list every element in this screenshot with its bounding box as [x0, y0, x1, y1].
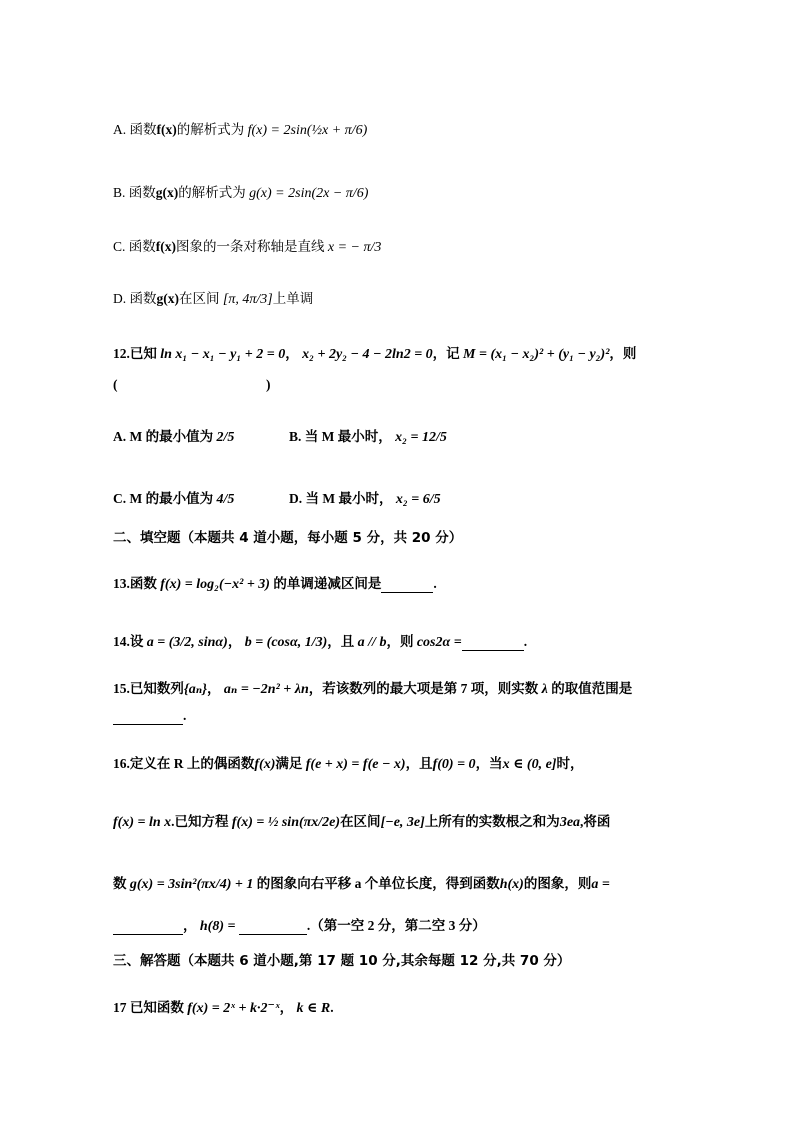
q16-l2-a: .已知方程 [171, 814, 229, 829]
q11-d-gx: g(x) [156, 291, 179, 306]
q12-eq3: M = (x₁ − x₂)² + (y₁ − y₂)² [463, 347, 610, 362]
q11-c-label: C. 函数 [113, 239, 156, 254]
q11-c-fx: f(x) [155, 239, 177, 254]
q17-cond: k ∈ R [296, 1001, 331, 1016]
q16-l1-b: 满足 [275, 756, 303, 771]
q15-blank [113, 708, 183, 725]
q16-l2-sum: 3ea [559, 815, 581, 830]
q11-option-c [113, 235, 381, 256]
q14-blank [462, 634, 524, 651]
q16-l2-c: 上所有的实数根之和为 [424, 814, 560, 829]
q16-l3-b: 的图象向右平移 a 个单位长度，得到函数 [256, 876, 500, 891]
q16-blank-2 [239, 918, 307, 935]
q11-c-text: 图象的一条对称轴是直线 [176, 239, 325, 254]
q16-l2-interval: [−e, 3e] [380, 815, 425, 830]
q16-l2-b: 在区间 [340, 814, 381, 829]
q12-c-value: 4/5 [216, 492, 235, 507]
q11-option-b [113, 181, 368, 202]
q15-prefix: 15.已知数列 [113, 681, 184, 696]
q16-l1-eq: f(e + x) = f(e − x) [305, 757, 406, 772]
q12-eq2: x₂ + 2y₂ − 4 − 2ln2 = 0 [302, 347, 433, 362]
q11-b-label: B. 函数 [113, 185, 156, 200]
q12-option-c [113, 487, 234, 508]
q11-option-a [113, 118, 367, 139]
q12-option-a [113, 425, 234, 446]
q13-formula: f(x) = log₂(−x² + 3) [160, 577, 270, 592]
section-2-heading: 二、填空题（本题共 4 道小题，每小题 5 分，共 20 分） [113, 530, 463, 546]
q12-option-b [289, 425, 447, 446]
q12-a-value: 2/5 [216, 430, 235, 445]
q14-then: ，则 [386, 634, 414, 649]
q14-and: ，且 [327, 634, 355, 649]
q11-b-formula: g(x) = 2sin(2x − π/6) [249, 186, 369, 201]
q11-b-text: 的解析式为 [178, 185, 246, 200]
q12-sep: ， [285, 346, 299, 361]
q16-l3-g: g(x) = 3sin²(πx/4) + 1 [129, 877, 254, 892]
q16-l4-comma: ， [183, 918, 197, 933]
q15-text: ，若该数列的最大项是第 7 项，则实数 [308, 681, 539, 696]
q15-comma: ， [207, 681, 221, 696]
q16-line-2 [113, 810, 610, 831]
q11-d-formula: [π, 4π/3] [222, 292, 273, 307]
q11-d-text: 在区间 [179, 291, 220, 306]
q11-d-label: D. 函数 [113, 291, 157, 306]
q16-l1-d: ，当 [475, 756, 503, 771]
q17-prefix: 17 已知函数 [113, 1000, 184, 1015]
q12-eq1: ln x₁ − x₁ − y₁ + 2 = 0 [160, 347, 286, 362]
q16-l1-fx: f(x) [254, 757, 276, 772]
q14-parallel: a // b [357, 635, 387, 650]
q16-blank-1 [113, 918, 183, 935]
q16-l1-c: ，且 [405, 756, 433, 771]
q16-l3-a-eq: a = [591, 877, 610, 892]
q16-line-4 [113, 914, 486, 935]
q14-ask: cos2α = [416, 635, 462, 650]
q11-a-label: A. 函数 [113, 122, 157, 137]
q16-l3-c: 的图象，则 [523, 876, 592, 891]
q16-l1-e: 时， [556, 756, 584, 771]
q14 [113, 630, 527, 651]
q13-end: . [433, 576, 437, 591]
q13 [113, 572, 437, 593]
q12-option-d [289, 487, 441, 508]
q16-l1-f0: f(0) = 0 [432, 757, 476, 772]
q16-line-1 [113, 752, 583, 773]
q12-d-text: D. 当 M 最小时， [289, 491, 393, 506]
q12-tail: ，则 [609, 346, 637, 361]
q17-formula: f(x) = 2ˣ + k·2⁻ˣ [187, 1001, 280, 1016]
q11-d-tail: 上单调 [272, 291, 314, 306]
q16-l4-h8: h(8) = [199, 919, 236, 934]
q11-c-formula: x = − π/3 [327, 240, 382, 255]
q17-end: . [330, 1000, 334, 1015]
q11-a-fx: f(x) [156, 122, 177, 137]
q16-l3-h: h(x) [499, 877, 524, 892]
q15 [113, 677, 632, 698]
q12-answer-paren: ( ) [113, 377, 271, 392]
q14-prefix: 14.设 [113, 634, 144, 649]
q12-stem [113, 342, 636, 363]
q16-l1-domain: x ∈ (0, e] [502, 757, 557, 772]
q11-a-text: 的解析式为 [176, 122, 245, 137]
q12-d-value: x₂ = 6/5 [395, 492, 441, 507]
q17 [113, 996, 334, 1017]
q13-text: 的单调递减区间是 [273, 576, 382, 591]
q12-a-text: A. M 的最小值为 [113, 429, 214, 444]
q16-l4-tail: .（第一空 2 分，第二空 3 分） [306, 918, 486, 933]
q17-comma: ， [279, 1000, 294, 1015]
q12-b-text: B. 当 M 最小时， [289, 429, 392, 444]
q14-vec-a: a = (3/2, sinα) [146, 635, 228, 650]
q15-end: . [183, 708, 187, 723]
q15-tail: 的取值范围是 [551, 681, 633, 696]
q14-vec-b: b = (cosα, 1/3) [244, 635, 328, 650]
q15-formula: aₙ = −2n² + λn [223, 682, 309, 697]
q13-prefix: 13.函数 [113, 576, 157, 591]
q11-a-formula: f(x) = 2sin(½x + π/6) [247, 123, 368, 138]
q12-mid: ，记 [432, 346, 460, 361]
q12-prefix: 12.已知 [113, 346, 157, 361]
q16-l2-f: f(x) = ln x [113, 815, 172, 830]
q15-seq: {aₙ} [183, 682, 208, 697]
q16-l2-eq: f(x) = ½ sin(πx/2e) [231, 815, 341, 830]
q11-b-gx: g(x) [155, 185, 179, 200]
q16-line-3 [113, 872, 610, 893]
q13-blank [381, 576, 433, 593]
q14-comma: ， [227, 634, 242, 649]
q12-b-value: x₂ = 12/5 [395, 430, 447, 445]
q15-lambda: λ [541, 682, 548, 697]
q16-l2-d: ,将函 [580, 814, 611, 829]
section-3-heading: 三、解答题（本题共 6 道小题,第 17 题 10 分,其余每题 12 分,共 70 分） [113, 953, 571, 969]
q11-option-d [113, 287, 313, 308]
q15-answer-line [113, 708, 186, 725]
q14-end: . [523, 634, 528, 649]
q12-c-text: C. M 的最小值为 [113, 491, 214, 506]
q16-l3-a: 数 [113, 876, 127, 891]
q16-l1-a: 16.定义在 R 上的偶函数 [113, 756, 255, 771]
